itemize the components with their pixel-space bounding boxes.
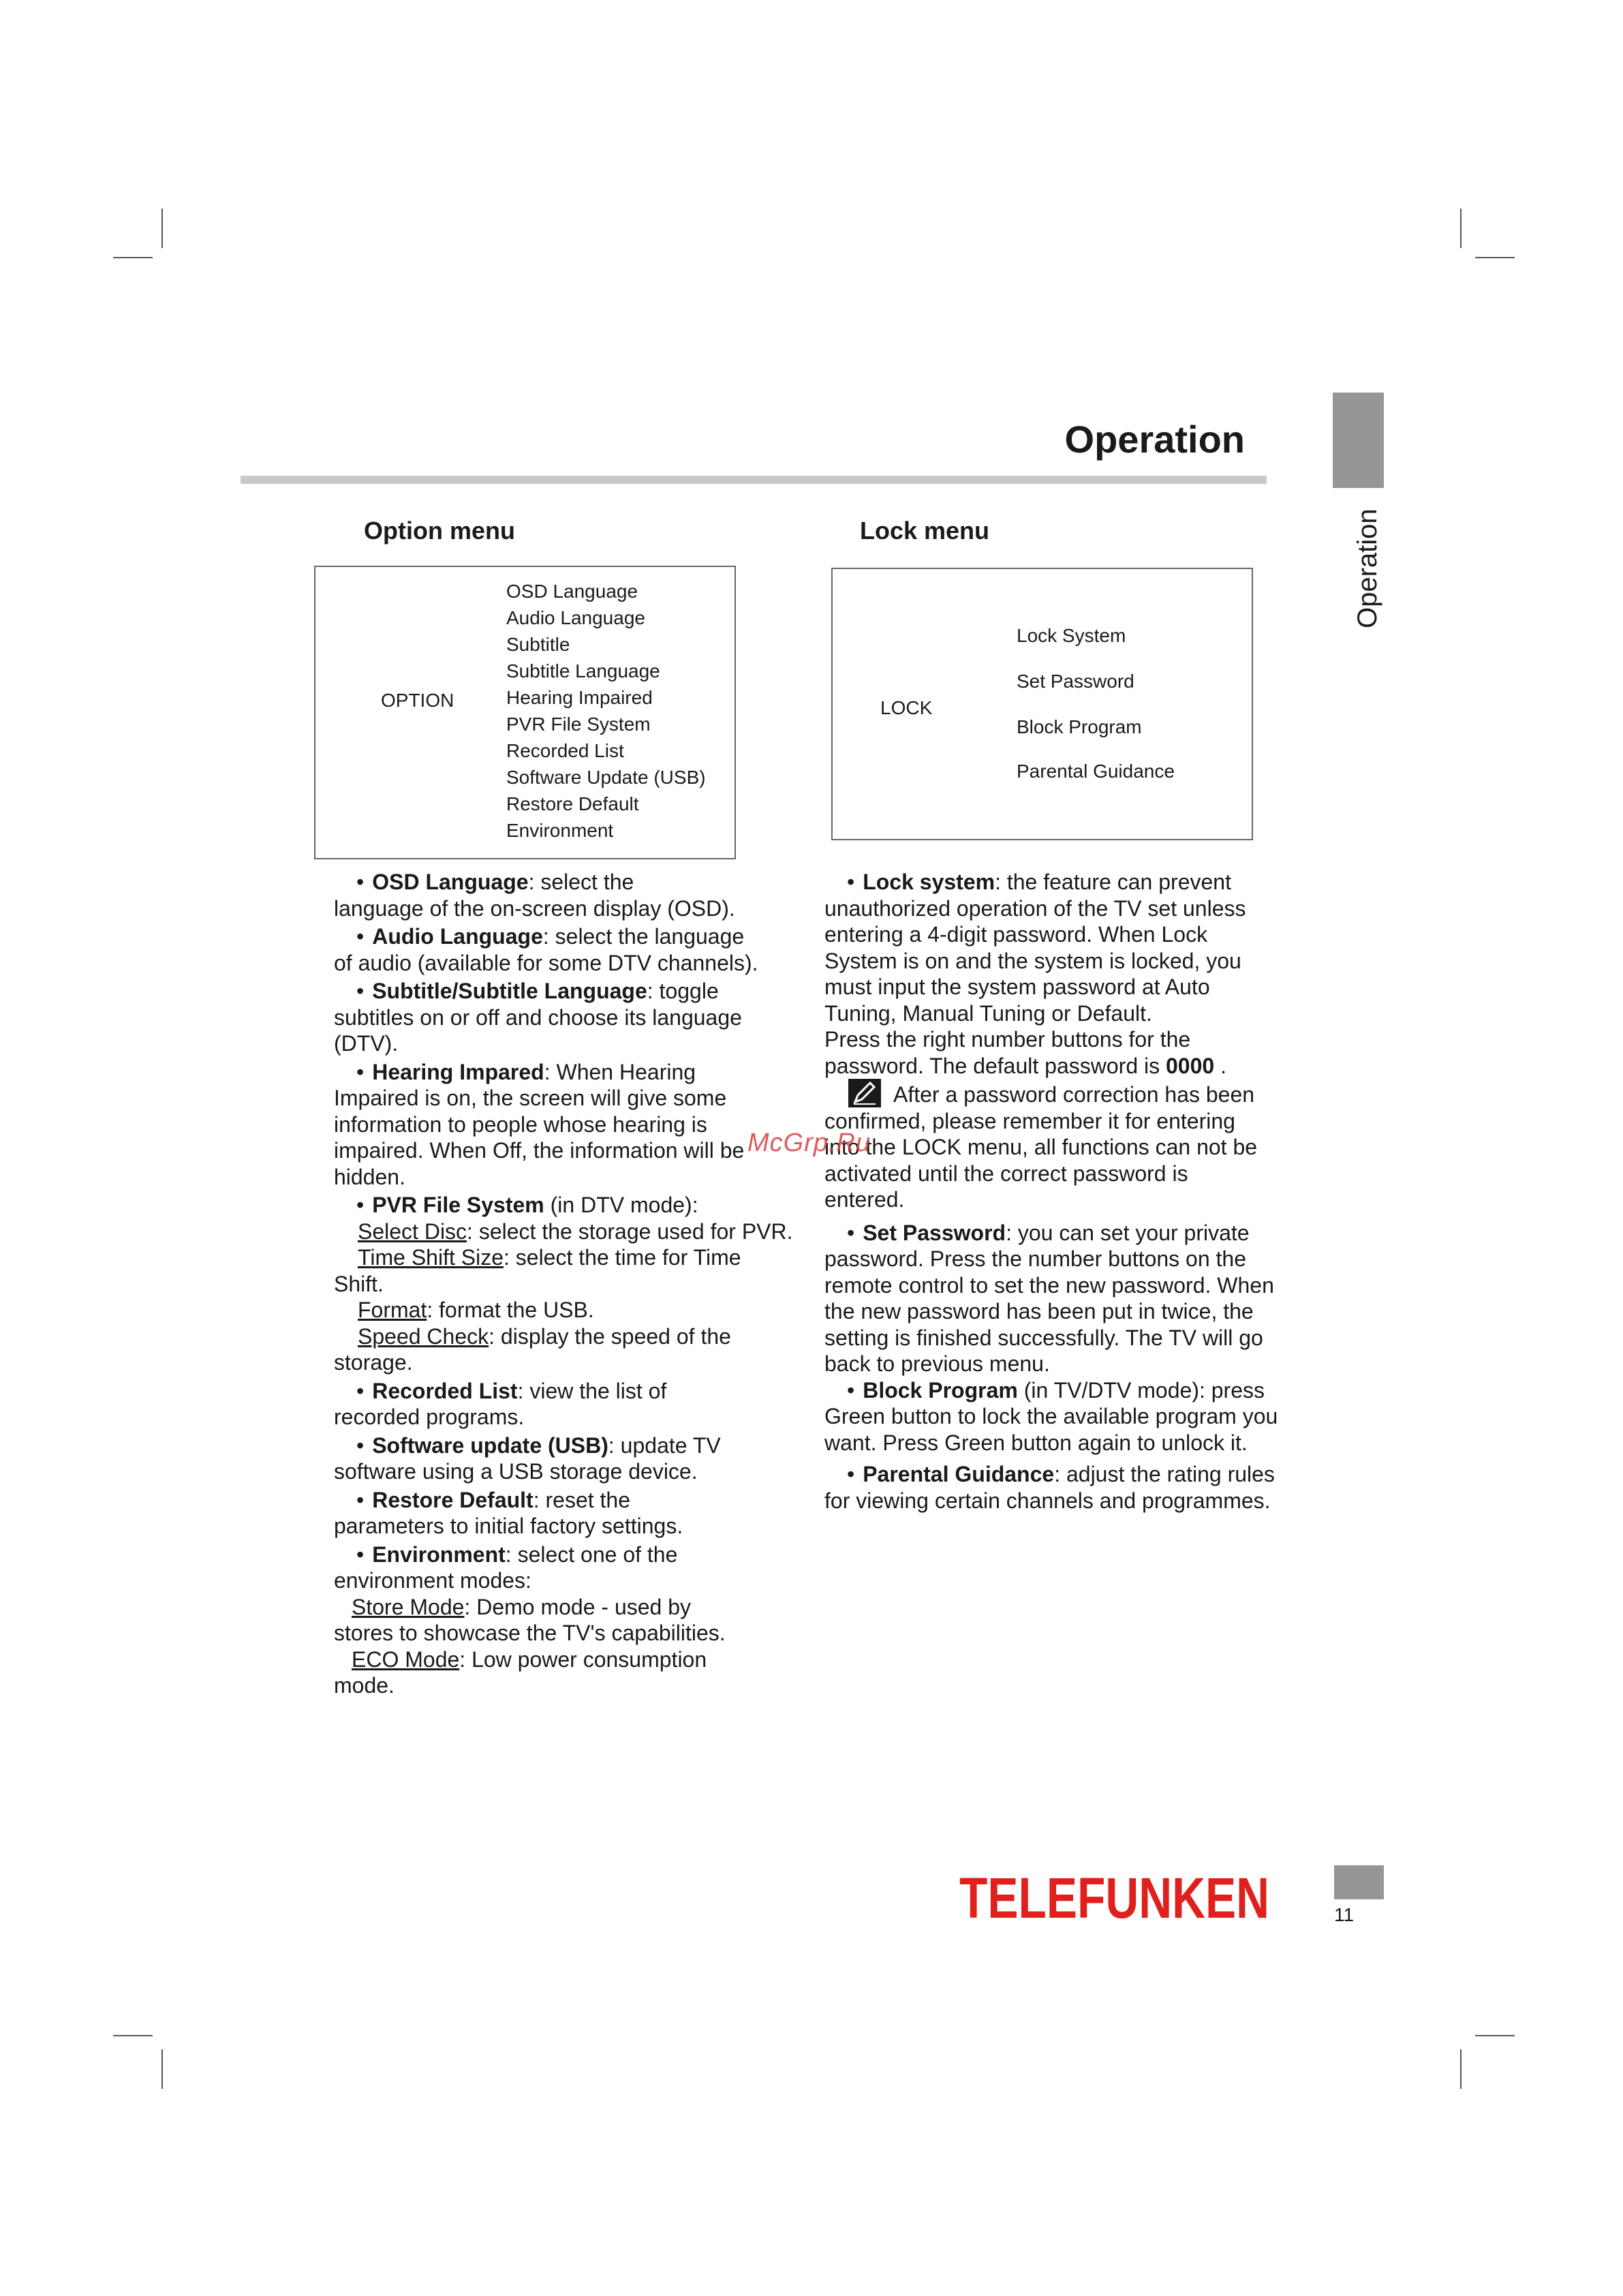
text-line: entering a 4-digit password. When Lock xyxy=(824,922,1208,947)
text-line: the new password has been put in twice, the xyxy=(824,1299,1254,1323)
option-menu-item: Environment xyxy=(506,820,614,841)
crop-mark xyxy=(113,257,153,258)
text-line: setting is finished successfully. The TV will go xyxy=(824,1325,1263,1350)
text-line: want. Press Green button again to unlock it. xyxy=(824,1430,1248,1455)
option-menu-item: PVR File System xyxy=(506,714,651,735)
option-menu-title: Option menu xyxy=(364,517,515,545)
text-line: into the LOCK menu, all functions can not be xyxy=(824,1135,1258,1159)
text-line: impaired. When Off, the information will be xyxy=(334,1138,745,1163)
text-line: Shift. xyxy=(334,1271,384,1296)
para-block-program: • Block Program (in TV/DTV mode): press xyxy=(824,1377,1301,1404)
crop-mark xyxy=(161,2049,163,2089)
text-line: for viewing certain channels and programmes. xyxy=(824,1488,1271,1513)
watermark: McGrp.Ru xyxy=(747,1129,871,1157)
text-line: of audio (available for some DTV channels). xyxy=(334,950,758,975)
text-line: stores to showcase the TV's capabilities. xyxy=(334,1621,726,1645)
para-recorded-list: • Recorded List: view the list of xyxy=(334,1378,811,1405)
lock-menu-item: Set Password xyxy=(1017,671,1134,692)
text-line: activated until the correct password is xyxy=(824,1161,1188,1186)
para-hearing: • Hearing Impared: When Hearing xyxy=(334,1059,811,1086)
text-line: password. Press the number buttons on the xyxy=(824,1246,1247,1271)
text-line: environment modes: xyxy=(334,1568,531,1593)
text-line: storage. xyxy=(334,1350,413,1375)
option-menu-item: Recorded List xyxy=(506,740,624,761)
side-tab xyxy=(1333,393,1384,488)
text-line: must input the system password at Auto xyxy=(824,975,1210,999)
para-speed-check: Speed Check: display the speed of the xyxy=(358,1323,731,1349)
text-line: (DTV). xyxy=(334,1031,399,1056)
lock-menu-title: Lock menu xyxy=(860,517,990,545)
text-line: language of the on-screen display (OSD). xyxy=(334,896,735,921)
lock-menu-item: Lock System xyxy=(1017,625,1126,646)
option-menu-item: Restore Default xyxy=(506,793,639,814)
text-line: information to people whose hearing is xyxy=(334,1112,707,1137)
para-software-update: • Software update (USB): update TV xyxy=(334,1433,811,1459)
lock-menu-root: LOCK xyxy=(880,697,933,718)
para-parental-guidance: • Parental Guidance: adjust the rating rules xyxy=(824,1461,1301,1488)
crop-mark xyxy=(113,2035,153,2036)
left-column xyxy=(334,869,811,1699)
para-lock-system: • Lock system: the feature can prevent xyxy=(824,869,1301,896)
text-line: Impaired is on, the screen will give some xyxy=(334,1086,727,1110)
text-line: System is on and the system is locked, you xyxy=(824,948,1241,973)
text-line: entered. xyxy=(824,1187,905,1212)
para-osd-language: • OSD Language: select the xyxy=(334,869,811,896)
text-line: Tuning, Manual Tuning or Default. xyxy=(824,1000,1152,1026)
text-line: software using a USB storage device. xyxy=(334,1459,698,1484)
para-store-mode: Store Mode: Demo mode - used by xyxy=(352,1594,692,1619)
para-subtitle: • Subtitle/Subtitle Language: toggle xyxy=(334,978,811,1005)
option-menu-item: Software Update (USB) xyxy=(506,767,706,788)
text-line: hidden. xyxy=(334,1164,405,1189)
para-format: Format: format the USB. xyxy=(358,1298,594,1322)
lock-menu-item: Parental Guidance xyxy=(1017,761,1175,782)
crop-mark xyxy=(1475,2035,1515,2036)
crop-mark xyxy=(1460,209,1462,248)
para-time-shift: Time Shift Size: select the time for Time xyxy=(358,1245,741,1270)
text-line: Press the right number buttons for the xyxy=(824,1027,1191,1052)
para-default-password: password. The default password is 0000 . xyxy=(824,1053,1226,1078)
brand-logo xyxy=(959,1870,1273,1928)
text-line: confirmed, please remember it for entering xyxy=(824,1108,1235,1133)
side-label: Operation xyxy=(1352,508,1382,628)
para-eco-mode: ECO Mode: Low power consumption xyxy=(352,1647,707,1672)
text-line: back to previous menu. xyxy=(824,1351,1050,1376)
crop-mark xyxy=(1475,257,1515,258)
option-menu-diagram xyxy=(314,566,736,859)
page-number: 11 xyxy=(1334,1904,1355,1925)
para-set-password: • Set Password: you can set your private xyxy=(824,1220,1301,1246)
text-line: parameters to initial factory settings. xyxy=(334,1514,683,1538)
lock-menu-item: Block Program xyxy=(1017,716,1142,737)
crop-mark xyxy=(1460,2049,1462,2089)
para-note: After a password correction has been xyxy=(824,1079,1301,1108)
para-select-disc: Select Disc: select the storage used for PVR. xyxy=(358,1219,793,1244)
title-rule xyxy=(241,476,1267,484)
text-line: remote control to set the new password. When xyxy=(824,1272,1274,1298)
crop-mark xyxy=(161,209,163,248)
text-line: Green button to lock the available program you xyxy=(824,1404,1278,1428)
text-line: unauthorized operation of the TV set unless xyxy=(824,896,1246,921)
text-line: mode. xyxy=(334,1673,395,1698)
text-line: recorded programs. xyxy=(334,1405,525,1429)
para-restore-default: • Restore Default: reset the xyxy=(334,1487,811,1514)
page-number-tab xyxy=(1334,1865,1384,1899)
option-menu-root: OPTION xyxy=(381,690,454,711)
option-menu-item: OSD Language xyxy=(506,581,638,602)
option-menu-item: Subtitle Language xyxy=(506,660,660,682)
page-title: Operation xyxy=(1064,418,1245,461)
text-line: subtitles on or off and choose its language xyxy=(334,1005,742,1030)
right-column xyxy=(824,869,1301,1514)
para-audio-language: • Audio Language: select the language xyxy=(334,923,811,950)
svg-text:TELEFUNKEN: TELEFUNKEN xyxy=(959,1870,1269,1925)
option-menu-item: Hearing Impaired xyxy=(506,687,653,708)
lock-menu-diagram xyxy=(831,568,1253,840)
option-menu-item: Audio Language xyxy=(506,607,645,628)
para-pvr: • PVR File System (in DTV mode): xyxy=(334,1192,811,1219)
para-environment: • Environment: select one of the xyxy=(334,1542,811,1568)
note-pen-icon xyxy=(848,1079,881,1107)
option-menu-item: Subtitle xyxy=(506,634,570,655)
